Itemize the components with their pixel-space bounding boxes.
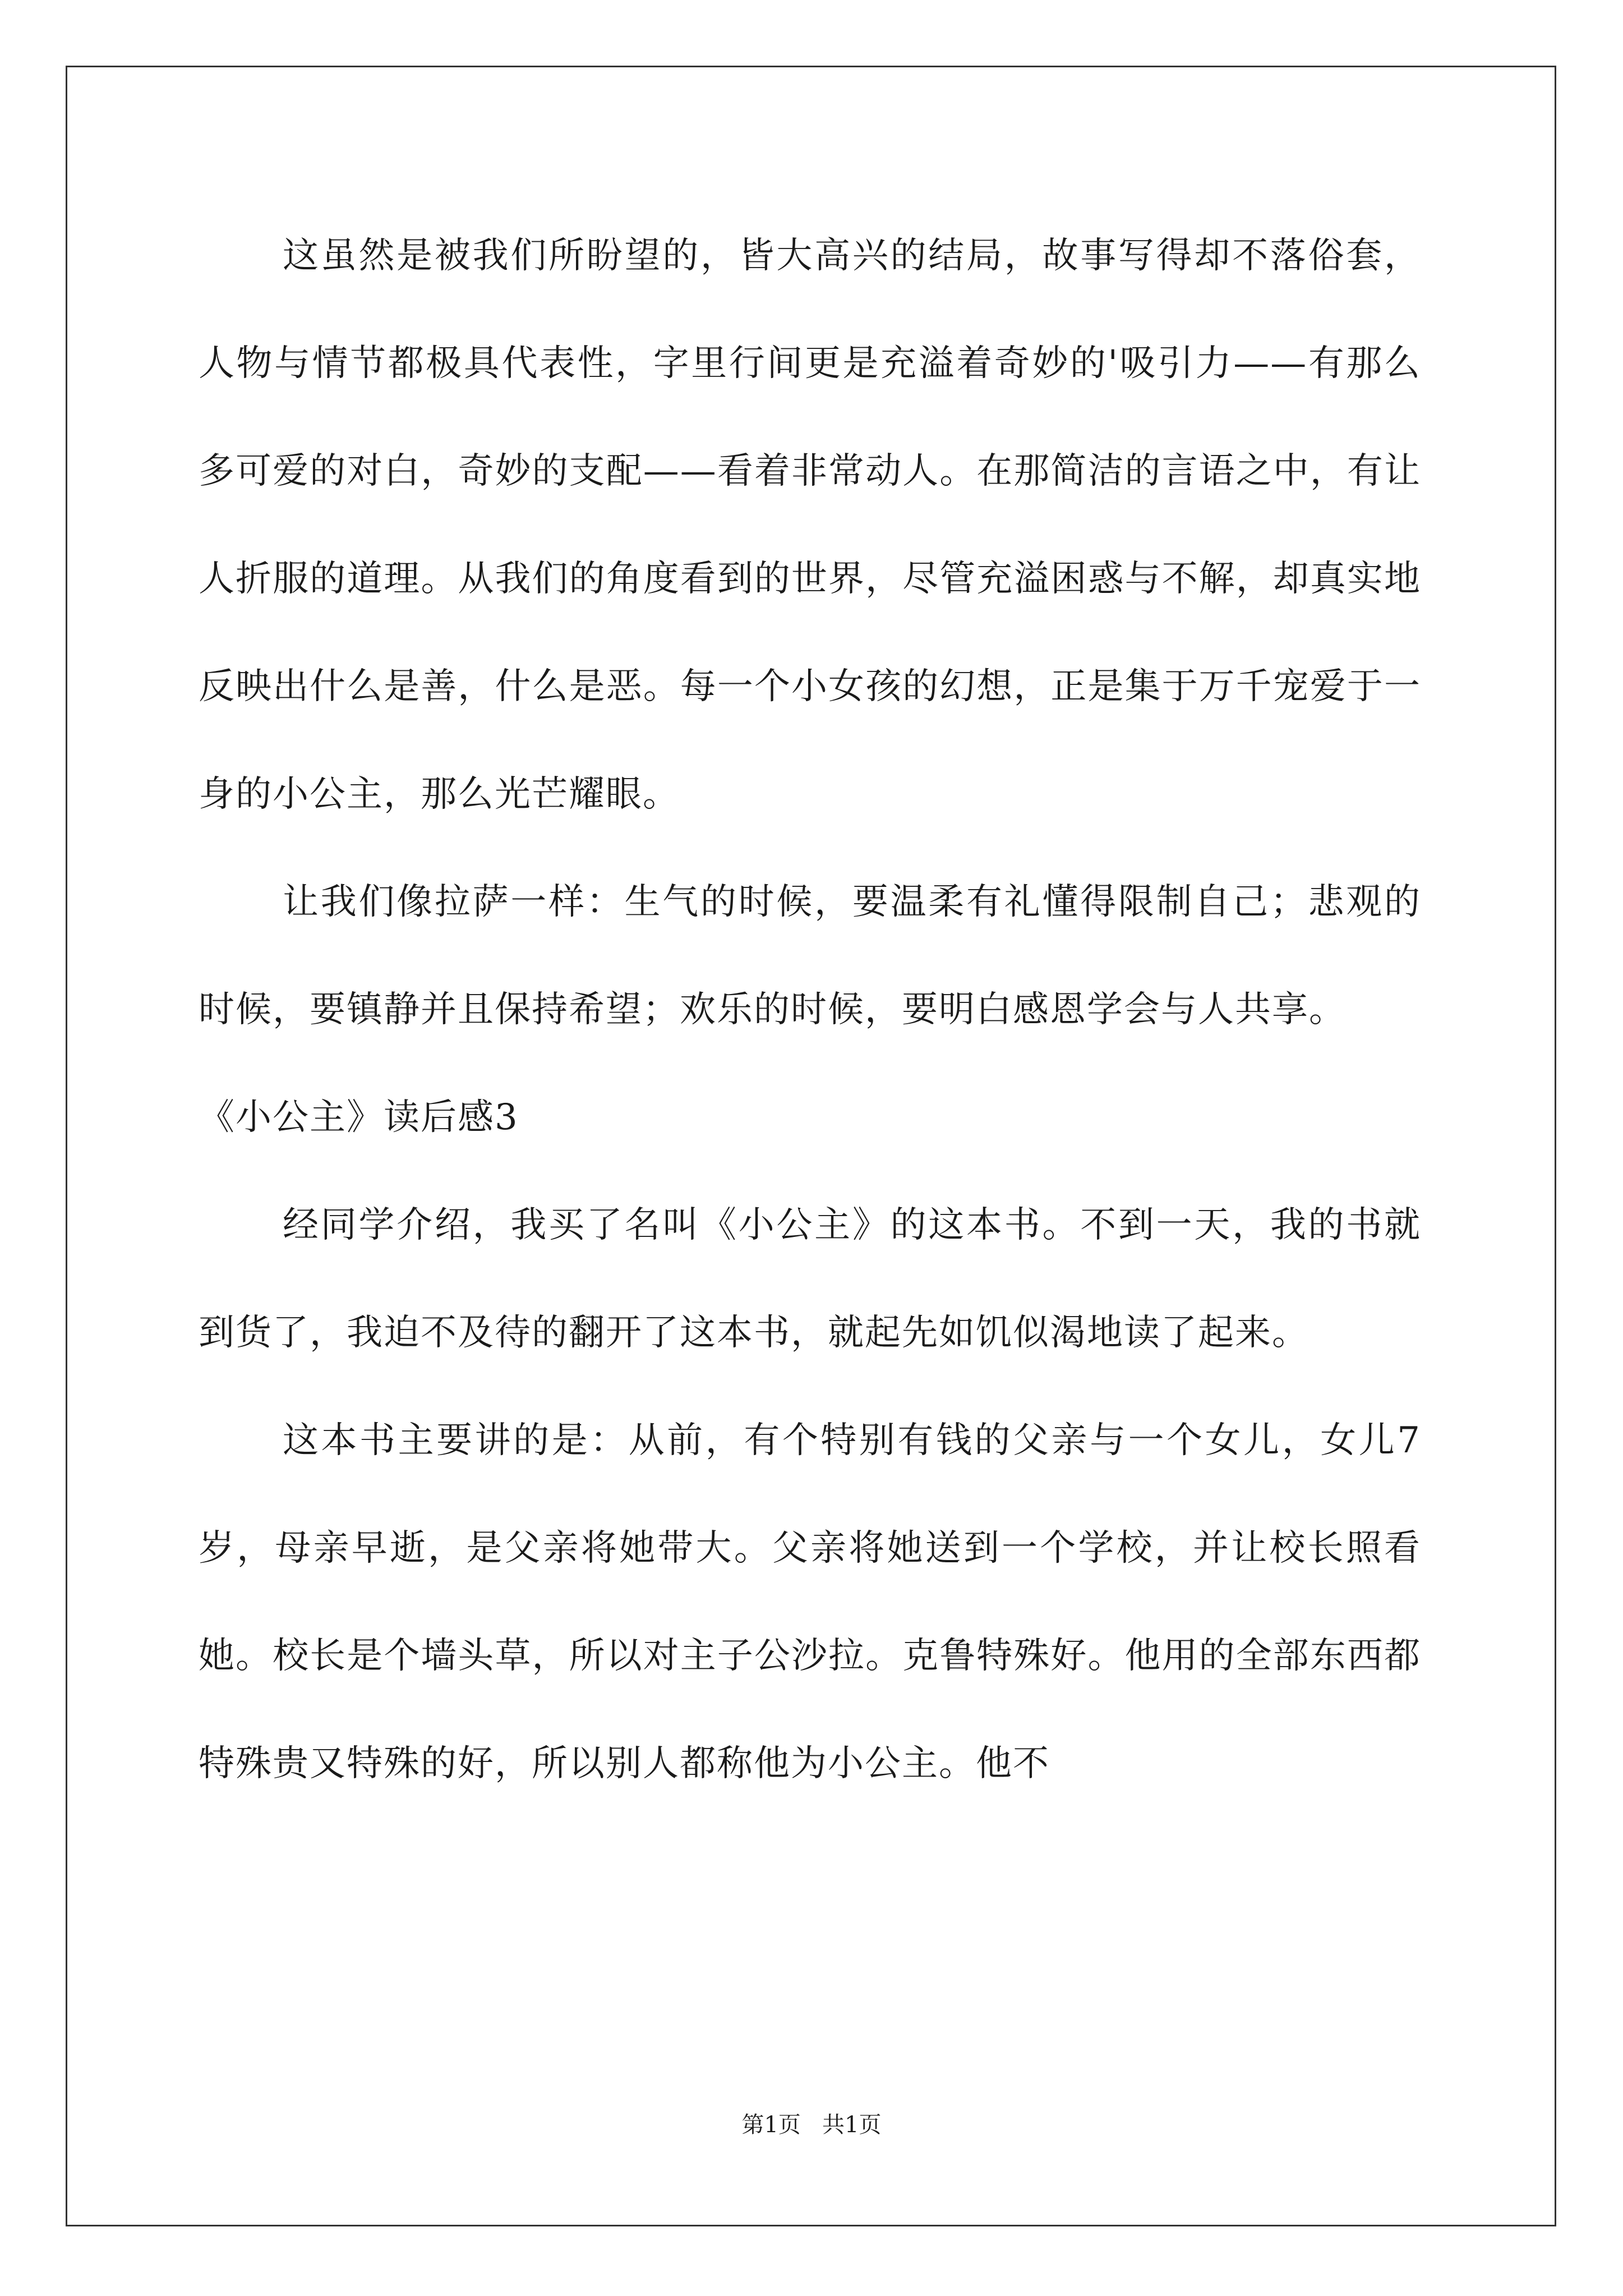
paragraph-intro: 经同学介绍，我买了名叫《小公主》的这本书。不到一天，我的书就到货了，我迫不及待的翻开了这本书，就起先如饥似渴地读了起来。 bbox=[199, 1204, 1421, 1354]
page-footer: 第1页 共1页 bbox=[741, 2112, 882, 2138]
paragraph-ending-review: 这虽然是被我们所盼望的，皆大高兴的结局，故事写得却不落俗套，人物与情节都极具代表性，字里行间更是充溢着奇妙的'吸引力——有那么多可爱的对白，奇妙的支配——看着非常动人。在那简洁的言语之中，有让人折服的道理。从我们的角度看到的世界，尽管充溢困惑与不解，却真实地反映出什么是善，什么是恶。每一个小女孩的幻想，正是集于万千宠爱于一身的小公主，那么光芒耀眼。 bbox=[199, 235, 1421, 815]
document-body bbox=[199, 202, 1421, 1818]
paragraph-summary: 这本书主要讲的是：从前，有个特别有钱的父亲与一个女儿，女儿7岁，母亲早逝，是父亲将她带大。父亲将她送到一个学校，并让校长照看她。校长是个墙头草，所以对主子公沙拉。克鲁特殊好。他用的全部东西都特殊贵又特殊的好，所以别人都称他为小公主。他不 bbox=[199, 1420, 1421, 1784]
paragraph-lesson: 让我们像拉萨一样：生气的时候，要温柔有礼懂得限制自己；悲观的时候，要镇静并且保持希望；欢乐的时候，要明白感恩学会与人共享。 bbox=[199, 881, 1421, 1030]
section-heading: 《小公主》读后感3 bbox=[199, 1097, 519, 1138]
